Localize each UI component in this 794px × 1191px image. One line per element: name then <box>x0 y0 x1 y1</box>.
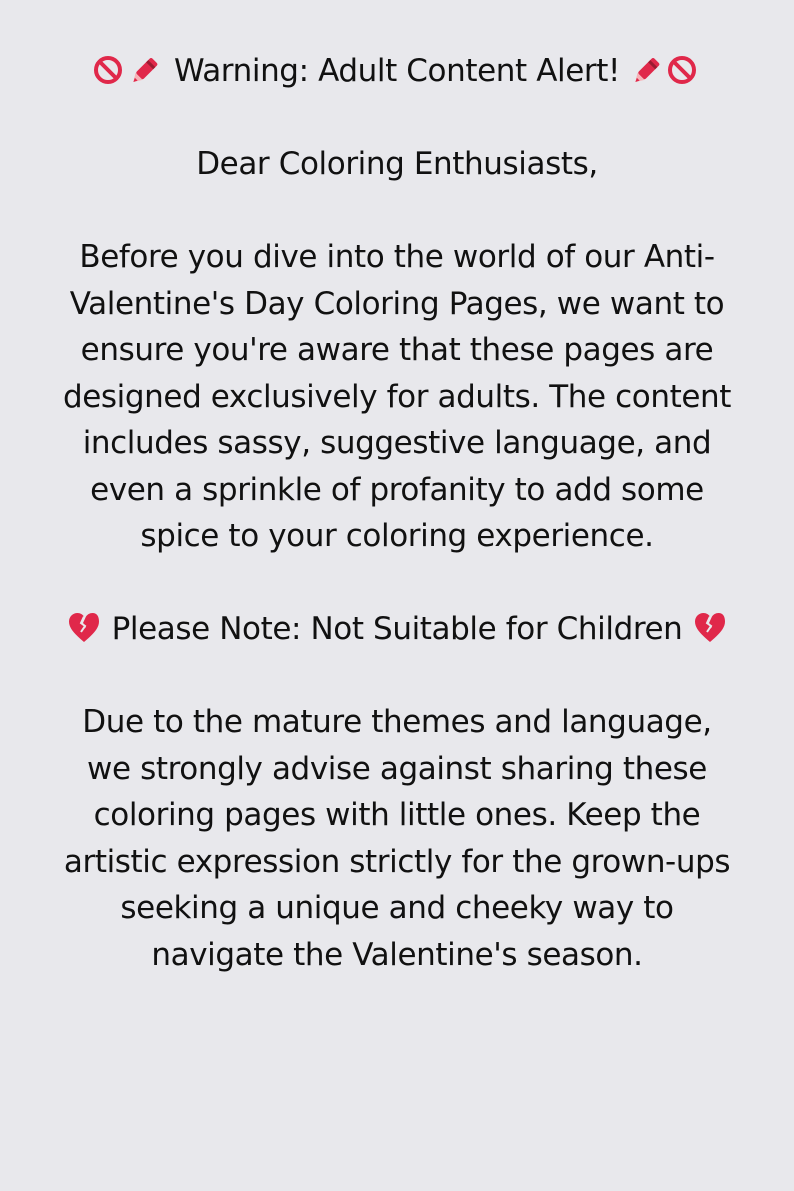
warning-heading <box>0 48 794 95</box>
paragraph-line: coloring pages with little ones. Keep the <box>93 797 701 833</box>
paragraph-line: spice to your coloring experience. <box>140 518 654 554</box>
greeting: Dear Coloring Enthusiasts, <box>196 146 598 182</box>
spacer <box>0 560 794 607</box>
intro-paragraph <box>0 234 794 560</box>
paragraph-line: designed exclusively for adults. The content <box>62 378 732 415</box>
paragraph-line: navigate the Valentine's season. <box>151 936 643 973</box>
paragraph-line: ensure you're aware that these pages are <box>80 332 714 368</box>
paragraph-line: even a sprinkle of profanity to add some <box>90 471 704 508</box>
paragraph-line: Valentine's Day Coloring Pages, we want to <box>69 285 725 322</box>
spacer <box>0 95 794 142</box>
warning-title: Warning: Adult Content Alert! <box>173 53 621 89</box>
spacer <box>0 653 794 700</box>
broken-heart-icon <box>66 610 102 646</box>
broken-heart-icon <box>692 610 728 646</box>
paragraph-line: Before you dive into the world of our Anti- <box>79 239 715 275</box>
paragraph-line: Due to the mature themes and language, <box>82 704 712 740</box>
paragraph-line: artistic expression strictly for the grown-ups <box>63 843 731 880</box>
advisory-paragraph <box>0 699 794 978</box>
note-heading <box>0 606 794 653</box>
paragraph-line: we strongly advise against sharing these <box>87 750 707 787</box>
crayon-prohibited-icon <box>630 52 702 88</box>
paragraph-line: includes sassy, suggestive language, and <box>82 425 712 461</box>
prohibited-crayon-icon <box>92 52 164 88</box>
spacer <box>0 188 794 235</box>
note-title: Please Note: Not Suitable for Children <box>111 611 683 647</box>
paragraph-line: seeking a unique and cheeky way to <box>120 890 674 926</box>
